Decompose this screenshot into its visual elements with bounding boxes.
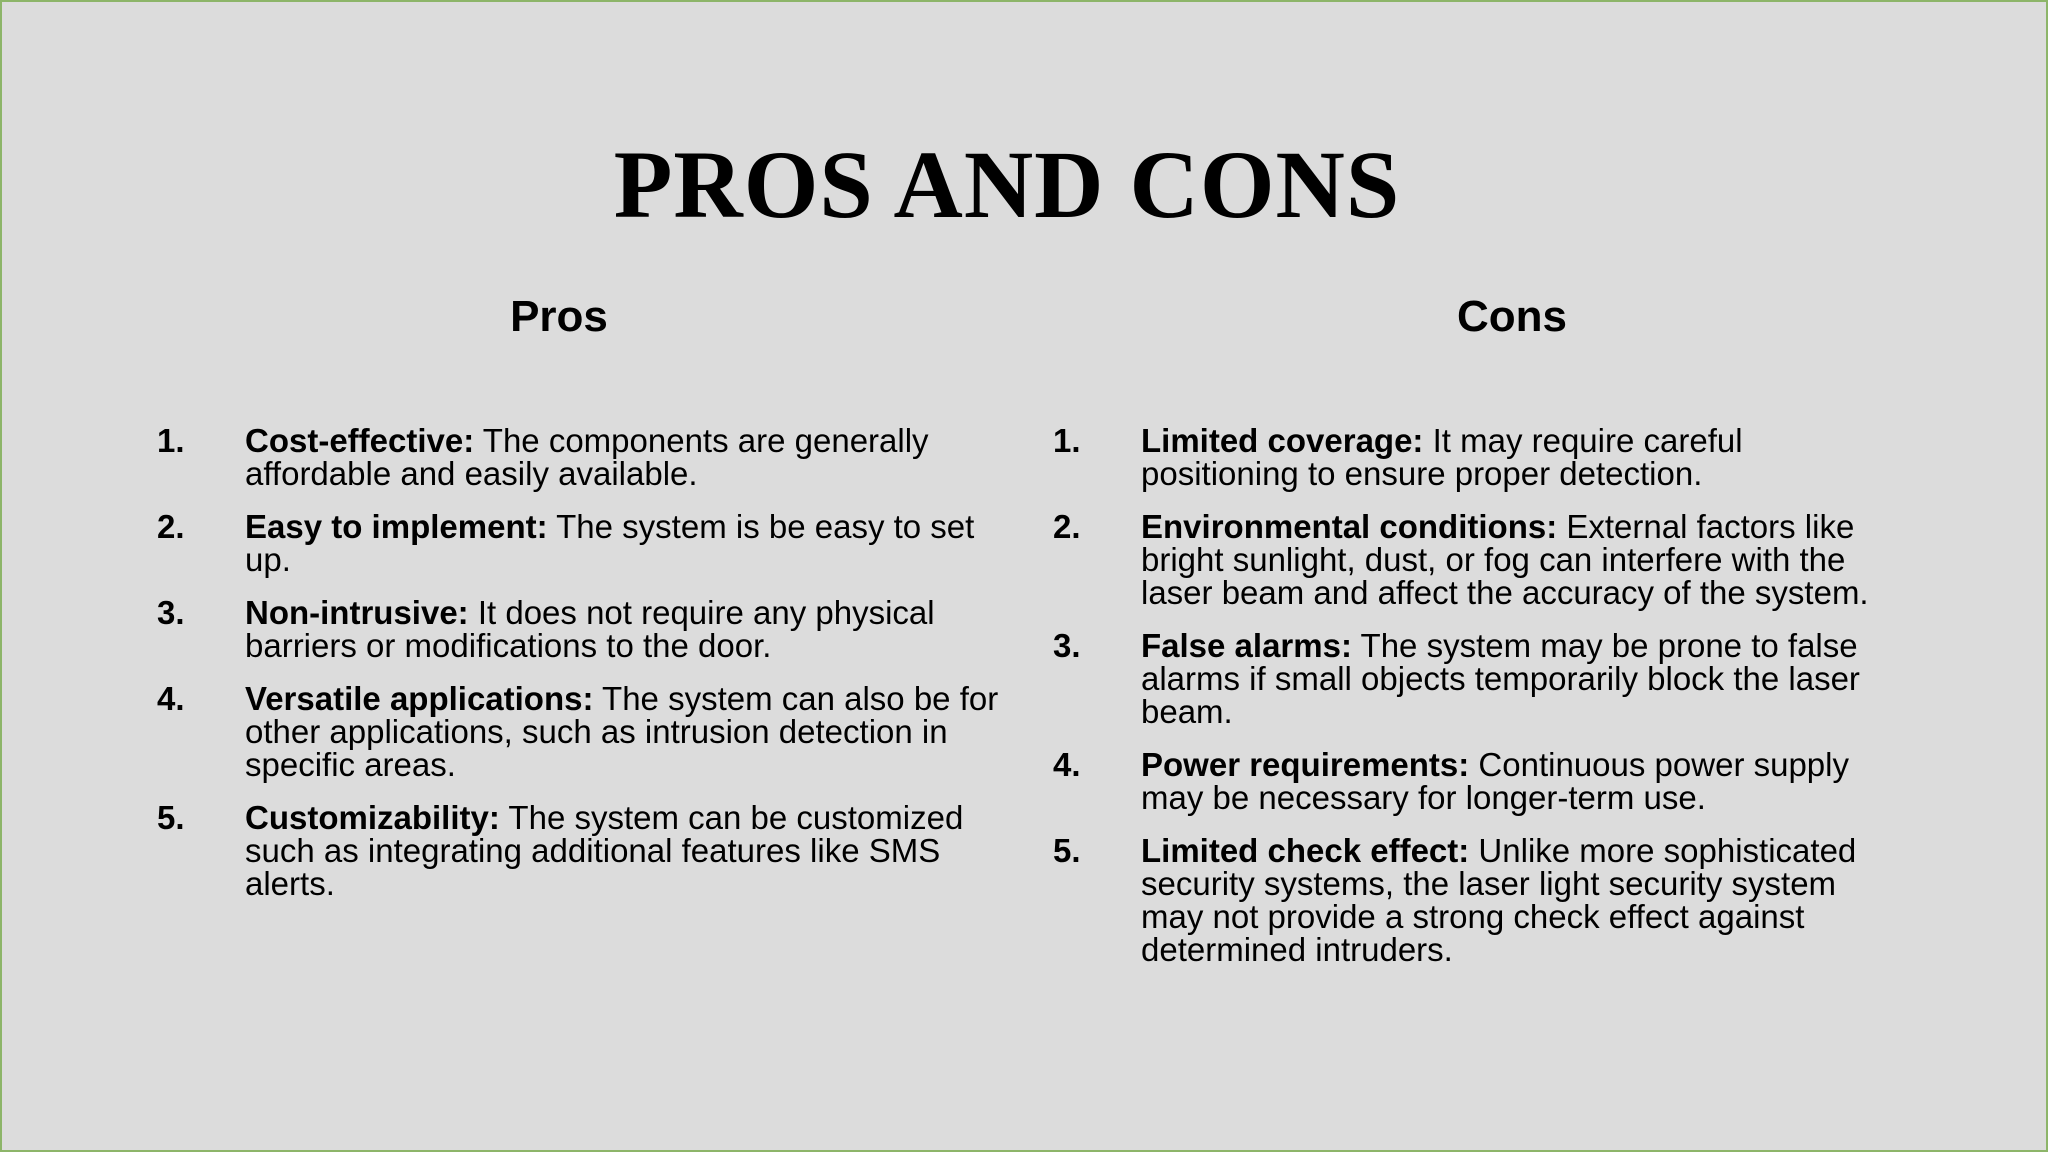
item-number: 3. (157, 594, 185, 631)
cons-heading: Cons (1457, 292, 1567, 341)
item-text: Unlike more sophisticated security systems, the laser light security system may not provide a strong check effect against determined intruders. (1141, 832, 1857, 968)
item-term: Versatile applications: (245, 680, 594, 717)
item-text: It may require careful positioning to ensure proper detection. (1141, 422, 1743, 492)
item-term: False alarms: (1141, 627, 1352, 664)
cons-item (1053, 510, 1903, 609)
item-text: External factors like bright sunlight, dust, or fog can interfere with the laser beam and affect the accuracy of the system. (1141, 508, 1869, 611)
item-text: The components are generally affordable and easily available. (245, 422, 929, 492)
slide-title: PROS AND CONS (613, 131, 1401, 238)
pros-heading: Pros (510, 292, 608, 341)
item-text: The system may be prone to false alarms if small objects temporarily block the laser beam. (1141, 627, 1860, 730)
pros-item (157, 682, 1007, 781)
item-text: The system can also be for other applications, such as intrusion detection in specific areas. (245, 680, 999, 783)
item-term: Easy to implement: (245, 508, 548, 545)
item-term: Customizability: (245, 799, 500, 836)
item-term: Environmental conditions: (1141, 508, 1558, 545)
pros-item (157, 424, 1007, 490)
item-number: 1. (1053, 422, 1081, 459)
item-number: 4. (1053, 746, 1081, 783)
item-number: 5. (157, 799, 185, 836)
cons-item (1053, 424, 1903, 490)
cons-item (1053, 834, 1903, 966)
item-number: 2. (1053, 508, 1081, 545)
cons-item (1053, 629, 1903, 728)
item-number: 2. (157, 508, 185, 545)
pros-item (157, 801, 1007, 900)
item-term: Power requirements: (1141, 746, 1470, 783)
item-text: The system can be customized such as integrating additional features like SMS alerts. (245, 799, 964, 902)
pros-item (157, 510, 1007, 576)
item-number: 5. (1053, 832, 1081, 869)
pros-list (157, 424, 1007, 920)
cons-item (1053, 748, 1903, 814)
item-text: It does not require any physical barriers or modifications to the door. (245, 594, 935, 664)
item-term: Non-intrusive: (245, 594, 469, 631)
item-number: 4. (157, 680, 185, 717)
item-number: 3. (1053, 627, 1081, 664)
item-number: 1. (157, 422, 185, 459)
item-text: Continuous power supply may be necessary for longer-term use. (1141, 746, 1849, 816)
item-term: Limited coverage: (1141, 422, 1424, 459)
item-term: Cost-effective: (245, 422, 475, 459)
item-term: Limited check effect: (1141, 832, 1470, 869)
item-text: The system is be easy to set up. (245, 508, 975, 578)
cons-list (1053, 424, 1903, 986)
pros-item (157, 596, 1007, 662)
